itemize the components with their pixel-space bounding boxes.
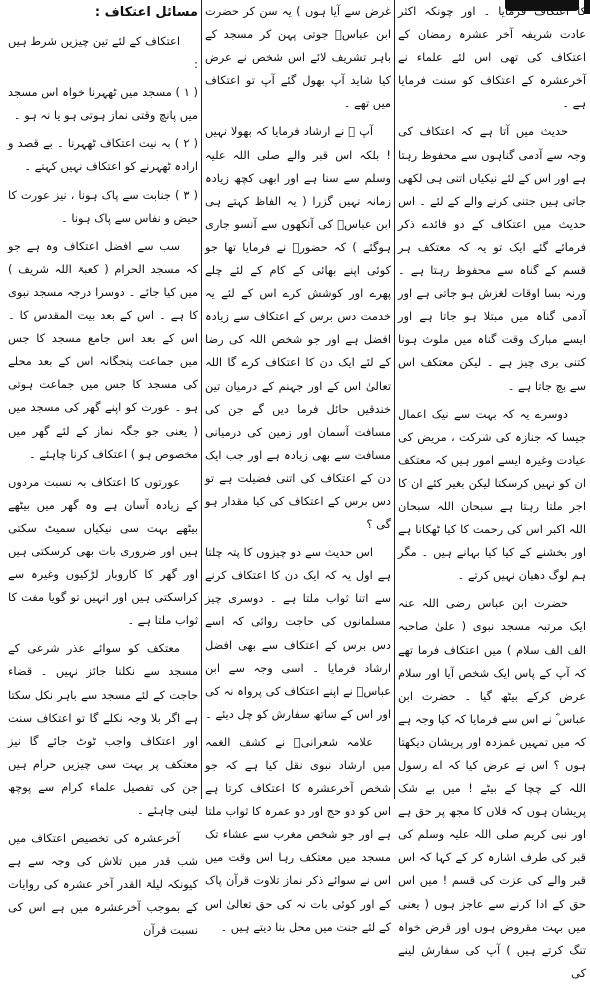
paragraph: حضرت ابن عباس رضی اللہ عنہ ایک مرتبہ مسجد نبوی ( علیٰ صاحبہ الف الف سلام ) میں اعتکاف فرما تھے کہ آپ کے پاس ایک شخص آیا اور سلام عرض کرکے بیٹھ گیا ۔ حضرت ابن عباس ؓ نے اس سے فرمایا کہ کیا وجہ ہے کہ میں تمہیں غمزدہ اور پریشان دیکھتا ہوں ؟ اس نے عرض کیا کہ اے رسول اللہ کے چچا کے بیٹے ! میں بے شک پریشان ہوں کہ فلاں کا مجھ پر حق ہے اور نبی کریم صلی اللہ علیہ وسلم کی قبر کی طرف اشارہ کر کے کہا کہ اس قبر والے کی عزت کی قسم ! میں اس حق کے ادا کرنے سے عاجز ہوں ( یعنی میں بہت مقروض ہوں اور قرض خواہ تنگ کرتے ہیں ) آپ کی سفارش لینے کی [398,596,586,980]
paragraph: حدیث میں آتا ہے کہ اعتکاف کی وجہ سے آدمی گناہوں سے محفوظ رہتا ہے اور اس کے لئے نیکیاں اتنی ہی لکھی جاتی ہیں جتنی کرنے والے کے لئے ۔ اس حدیث میں اعتکاف کے دو فائدے ذکر فرمائے گئے ایک تو یہ کہ معتکف ہر قسم کے گناہ سے محفوظ رہتا ہے ۔ ورنہ بسا اوقات لغزش ہو جاتی ہے اور آدمی گناہ میں مبتلا ہو جاتا ہے اور ایسے مبارک وقت گناہ میں ملوث ہونا کتنی بری چیز ہے ۔ لیکن معتکف اس سے بچ جاتا ہے ۔ [398,124,586,393]
paragraph: غرض سے آیا ہوں ) یہ سن کر حضرت ابن عباسؓ جوتی پہن کر مسجد کے باہر تشریف لائے اس شخص نے عرض کیا شاید آپ بھول گئے آپ تو اعتکاف میں تھے ۔ [205,4,391,111]
list-item: ( ۳ ) جنابت سے پاک ہونا ، نیز عورت کا حیض و نفاس سے پاک ہونا ۔ [8,187,198,225]
paragraph: آپ ؓ نے ارشاد فرمایا کہ بھولا نہیں ! بلکہ اس قبر والے صلی اللہ علیہ وسلم سے سنا ہے اور ابھی کچھ زیادہ زمانہ نہیں گزرا ( یہ الفاظ کہتے ہی ابن عباسؓ کی آنکھوں سے آنسو جاری ہوگئے ) کہ حضورؐ نے فرمایا تھا جو کوئی اپنے بھائی کے کام کے لئے چلے پھرے اور کوشش کرے اس کے لئے یہ خدمت دس برس کے اعتکاف سے زیادہ افضل ہے اور جو شخص اللہ کی رضا کے لئے ایک دن کا اعتکاف کرے گا اللہ تعالیٰ اس کے اور جہنم کے درمیان تین خندقیں حائل فرما دیں گے جن کی مسافت آسمان اور زمین کی درمیانی مسافت سے بھی زیادہ ہے اور جب ایک دن کے اعتکاف کی اتنی فضیلت ہے تو دس برس کے اعتکاف کی کیا مقدار ہو گی ؟ [205,124,391,532]
paragraph: عورتوں کا اعتکاف بہ نسبت مردوں کے زیادہ آسان ہے وہ گھر میں بیٹھے بیٹھے بہت سی نیکیاں سمیٹ سکتی ہیں اور ضروری بات بھی کرسکتی ہیں اور گھر کا کاروبار لڑکیوں وغیرہ سے کراسکتی ہیں اور انہیں تو گویا مفت کا ثواب ملتا ہے ۔ [8,474,198,628]
article-column-middle [205,0,391,934]
intro-line: اعتکاف کے لئے تین چیزیں شرط ہیں : [8,34,198,72]
article-column-left [8,0,198,938]
paragraph: سب سے افضل اعتکاف وہ ہے جو کہ مسجد الحرام ( کعبۃ اللہ شریف ) میں کیا جائے ۔ دوسرا درجہ مسجد نبوی کا ہے ۔ اس کے بعد بیت المقدس کا ۔ اس کے بعد اس جامع مسجد کا جس میں جماعت پنجگانہ اس کے بعد محلے کی مسجد کا جس میں جماعت ہوتی ہو ۔ عورت کو اپنے گھر کی مسجد میں ( یعنی جو جگہ نماز کے لئے گھر میں مخصوص ہو ) اعتکاف کرنا چاہئے ۔ [8,238,198,461]
column-divider [201,0,202,799]
conditions-list [8,81,198,230]
paragraph: دوسرے یہ کہ بہت سے نیک اعمال جیسا کہ جنازہ کی شرکت ، مریض کی عیادت وغیرہ ایسے امور ہیں کہ معتکف ان کو نہیں کرسکتا لیکن بغیر کئے ان کا اجر ملتا رہتا ہے سبحان اللہ سبحان اللہ اکبر اس کی رحمت کا کیا ٹھکانا ہے اور بخشنے کے کیا کیا بہانے ہیں ۔ مگر ہم لوگ دھیان نہیں کرتے ۔ [398,406,586,583]
paragraph: کا اعتکاف فرمایا ۔ اور چونکہ اکثر عادت شریفہ آخر عشرہ رمضان کے اعتکاف کی تھی اس لئے علماء نے آخرعشرہ کے اعتکاف کو سنت فرمایا ہے ۔ [398,4,586,111]
paragraph: علامہ شعرانیؒ نے کشف الغمہ میں ارشاد نبوی نقل کیا ہے کہ جو شخص آخرعشرہ کا اعتکاف کرتا ہے اس کو دو حج اور دو عمرہ کا ثواب ملتا ہے اور جو شخص مغرب سے عشاء تک مسجد میں معتکف رہا اس وقت میں اس نے سوائے ذکر نماز تلاوت قرآن پاک کے اور کوئی بات نہ کی حق تعالیٰ اس کے لئے جنت میں محل بنا دیتے ہیں ۔ [205,734,391,934]
column-divider [394,0,395,799]
list-item: ( ۱ ) مسجد میں ٹھہرنا خواہ اس مسجد میں پانچ وقتی نماز ہوتی ہو یا نہ ہو ۔ [8,85,198,123]
list-item: ( ۲ ) بہ نیت اعتکاف ٹھہرنا ۔ بے قصد و ارادہ ٹھہرنے کو اعتکاف نہیں کہتے ۔ [8,136,198,174]
section-heading: مسائل اعتکاف : [94,5,198,20]
paragraph: آخرعشرہ کی تخصیص اعتکاف میں شب قدر میں تلاش کی وجہ سے ہے کیونکہ لیلۃ القدر آخر عشرہ کی روایات کے بموجب آخرعشرہ میں ہے اس کی نسبت قرآن [8,831,198,938]
paragraph: معتکف کو سوائے عذر شرعی کے مسجد سے نکلنا جائز نہیں ۔ قضاء حاجت کے لئے مسجد سے باہر نکل سکتا ہے اگر بلا وجہ نکلے گا تو اعتکاف سنت اور اعتکاف واجب ٹوٹ جائے گا نیز معتکف پر بہت سی چیزیں حرام ہیں جن کی تفصیل علماء کرام سے پوچھ لینی چاہئے ۔ [8,641,198,817]
article-column-right [398,0,586,980]
paragraph: اس حدیث سے دو چیزوں کا پتہ چلتا ہے اول یہ کہ ایک دن کا اعتکاف کرنے سے اتنا ثواب ملتا ہے ۔ دوسری چیز مسلمانوں کی حاجت روائی کہ اسے دس برس کے اعتکاف سے بھی افضل ارشاد فرمایا ۔ اسی وجہ سے ابن عباسؓ نے اپنے اعتکاف کی پرواہ نہ کی اور اس کے ساتھ سفارش کو چل دیئے ۔ [205,545,391,721]
